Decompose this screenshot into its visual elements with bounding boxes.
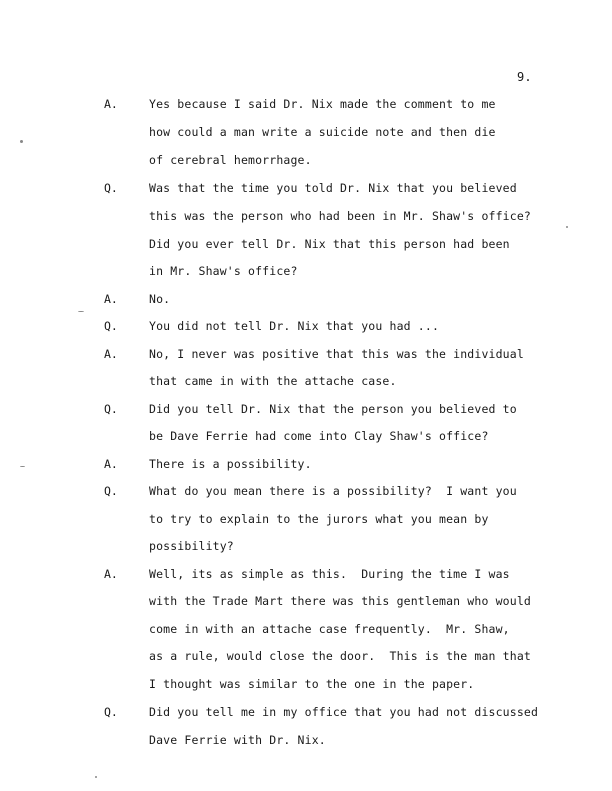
transcript-line: Well, its as simple as this. During the time I was — [149, 567, 510, 581]
transcript-line: Did you tell Dr. Nix that the person you believed to — [149, 402, 517, 416]
speaker-label: Q. — [104, 181, 118, 195]
scan-speck — [20, 140, 23, 143]
transcript-line: of cerebral hemorrhage. — [149, 153, 312, 167]
transcript-line: Was that the time you told Dr. Nix that you believed — [149, 181, 517, 195]
transcript-line: this was the person who had been in Mr. Shaw's office? — [149, 209, 531, 223]
transcript-line: with the Trade Mart there was this gentleman who would — [149, 594, 531, 608]
scan-speck — [95, 776, 97, 778]
transcript-line: Did you tell me in my office that you had not discussed — [149, 705, 539, 719]
transcript-line: There is a possibility. — [149, 457, 312, 471]
transcript-line: be Dave Ferrie had come into Clay Shaw's office? — [149, 429, 489, 443]
transcript-line: Did you ever tell Dr. Nix that this person had been — [149, 237, 510, 251]
transcript-line: Yes because I said Dr. Nix made the comment to me — [149, 97, 496, 111]
transcript-line: No, I never was positive that this was the individual — [149, 347, 524, 361]
transcript-line: What do you mean there is a possibility? I want you — [149, 484, 517, 498]
transcript-line: You did not tell Dr. Nix that you had ... — [149, 319, 440, 333]
speaker-label: Q. — [104, 402, 118, 416]
transcript-line: to try to explain to the jurors what you mean by — [149, 512, 489, 526]
transcript-line: how could a man write a suicide note and then die — [149, 125, 496, 139]
speaker-label: Q. — [104, 319, 118, 333]
transcript-line: possibility? — [149, 539, 234, 553]
speaker-label: Q. — [104, 484, 118, 498]
speaker-label: A. — [104, 457, 118, 471]
scan-speck — [78, 311, 84, 312]
speaker-label: A. — [104, 97, 118, 111]
speaker-label: A. — [104, 347, 118, 361]
speaker-label: A. — [104, 292, 118, 306]
transcript-line: I thought was similar to the one in the paper. — [149, 677, 475, 691]
speaker-label: A. — [104, 567, 118, 581]
scan-speck — [566, 226, 568, 228]
transcript-line: as a rule, would close the door. This is the man that — [149, 649, 531, 663]
page-number: 9. — [517, 70, 532, 84]
transcript-line: come in with an attache case frequently. Mr. Shaw, — [149, 622, 510, 636]
transcript-line: No. — [149, 292, 171, 306]
speaker-label: Q. — [104, 705, 118, 719]
transcript-line: in Mr. Shaw's office? — [149, 264, 298, 278]
transcript-line: Dave Ferrie with Dr. Nix. — [149, 733, 326, 747]
scan-speck — [20, 466, 25, 467]
transcript-line: that came in with the attache case. — [149, 374, 397, 388]
